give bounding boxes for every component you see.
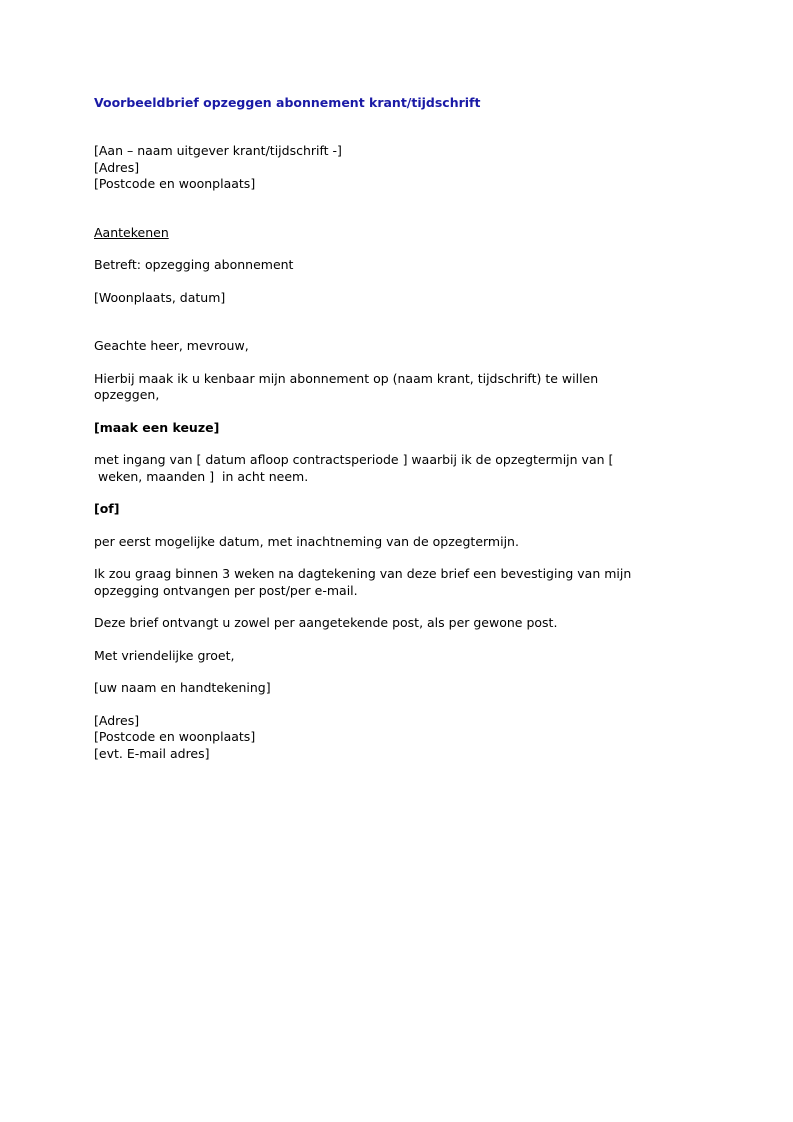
subject-line: Betreft: opzegging abonnement	[94, 257, 294, 272]
sender-block	[94, 713, 694, 763]
intro-paragraph	[94, 371, 694, 404]
spacer	[94, 355, 694, 371]
spacer	[94, 550, 694, 566]
option-one-paragraph	[94, 452, 694, 485]
option-two-paragraph: per eerst mogelijke datum, met inachtneming van de opzegtermijn.	[94, 533, 519, 549]
spacer	[94, 241, 694, 257]
recipient-address: [Adres]	[94, 159, 140, 175]
spacer	[94, 111, 694, 143]
spacer	[94, 518, 694, 534]
option-one-line: met ingang van [ datum afloop contractsperiode ] waarbij ik de opzegtermijn van [	[94, 452, 614, 467]
confirmation-line: Ik zou graag binnen 3 weken na dagtekening van deze brief een bevestiging van mijn	[94, 566, 632, 581]
spacer	[94, 306, 694, 338]
recipient-postcode-city: [Postcode en woonplaats]	[94, 176, 256, 191]
closing: Met vriendelijke groet,	[94, 647, 235, 663]
intro-line: Hierbij maak ik u kenbaar mijn abonnement op (naam krant, tijdschrift) te willen	[94, 370, 599, 386]
spacer	[94, 664, 694, 680]
sender-email: [evt. E-mail adres]	[94, 745, 210, 761]
option-one-line: weken, maanden ] in acht neem.	[94, 468, 309, 484]
spacer	[94, 697, 694, 713]
recipient-block	[94, 143, 694, 193]
choice-heading: [maak een keuze]	[94, 419, 220, 435]
spacer	[94, 632, 694, 648]
spacer	[94, 599, 694, 615]
letter-page	[94, 94, 694, 762]
spacer	[94, 274, 694, 290]
confirmation-paragraph	[94, 566, 694, 599]
spacer	[94, 436, 694, 452]
registered-label: Aantekenen	[94, 224, 169, 240]
place-date: [Woonplaats, datum]	[94, 289, 226, 305]
confirmation-line: opzegging ontvangen per post/per e-mail.	[94, 582, 358, 598]
intro-line: opzeggen,	[94, 387, 160, 402]
document-title: Voorbeeldbrief opzeggen abonnement krant/tijdschrift	[94, 95, 481, 110]
sender-address: [Adres]	[94, 712, 140, 728]
signature-placeholder: [uw naam en handtekening]	[94, 680, 271, 695]
sender-postcode-city: [Postcode en woonplaats]	[94, 729, 256, 744]
salutation: Geachte heer, mevrouw,	[94, 338, 249, 353]
spacer	[94, 404, 694, 420]
spacer	[94, 485, 694, 501]
spacer	[94, 193, 694, 225]
or-heading: [of]	[94, 501, 120, 516]
delivery-paragraph: Deze brief ontvangt u zowel per aangetekende post, als per gewone post.	[94, 615, 558, 630]
recipient-name: [Aan – naam uitgever krant/tijdschrift -]	[94, 143, 342, 158]
